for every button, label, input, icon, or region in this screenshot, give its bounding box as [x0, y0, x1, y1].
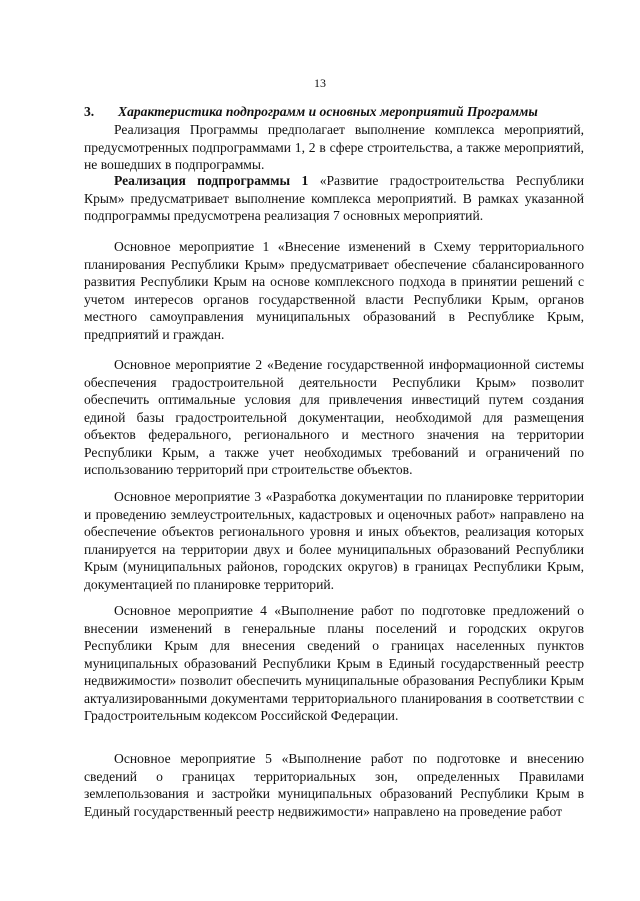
paragraph-text: Основное мероприятие 1 «Внесение изменений в Схему территориального планирования Республики Крым» предусматривает обеспечение сбалансированного развития Республики Крым на основе комплексного подхода в принятии решений с учетом интересов органов государственной власти Республики Крым, органов местного самоуправления муниципальных образований в Республике Крым, предприятий и граждан.: [84, 239, 584, 342]
paragraph-subprogram-1: [84, 172, 584, 225]
paragraph-text: Основное мероприятие 3 «Разработка документации по планировке территории и проведению землеустроительных, кадастровых и оценочных работ» направлено на обеспечение объектов регионального уровня и иных объектов, реализация которых планируется на территории двух и более муниципальных образований Республики Крым (муниципальных районов, городских округов) в границах Республики Крым, документацией по планировке территорий.: [84, 489, 584, 592]
paragraph-text: Реализация Программы предполагает выполнение комплекса мероприятий, предусмотренных подпрограммами 1, 2 в сфере строительства, а также мероприятий, не вошедших в подпрограммы.: [84, 122, 584, 172]
paragraph-main-activity-3: [84, 488, 584, 593]
paragraph-text: Основное мероприятие 5 «Выполнение работ по подготовке и внесению сведений о границах территориальных зон, определенных Правилами землепользования и застройки муниципальных образований Республики Крым в Единый государственный реестр недвижимости» направлено на проведение работ: [84, 751, 584, 819]
page-number: 13: [314, 76, 326, 90]
paragraph-main-activity-2: [84, 356, 584, 479]
paragraph-text: Основное мероприятие 4 «Выполнение работ по подготовке предложений о внесении изменений в генеральные планы поселений и городских округов Республики Крым для внесения сведений о границах населенных пунктов муниципальных образований Республики Крым в Единый государственный реестр недвижимости» позволит обеспечить муниципальные образования Республики Крым актуализированными документами территориального планирования в соответствии с Градостроительным кодексом Российской Федерации.: [84, 603, 584, 723]
paragraph-program-implementation: [84, 121, 584, 174]
section-number: 3.: [84, 104, 95, 119]
paragraph-main-activity-5: [84, 750, 584, 820]
paragraph-text: «Развитие градостроительства Республики Крым» предусматривает выполнение комплекса мероприятий. В рамках указанной подпрограммы предусмотрена реализация 7 основных мероприятий.: [84, 173, 585, 223]
section-heading: [84, 103, 584, 121]
paragraph-main-activity-1: [84, 238, 584, 343]
paragraph-text: Основное мероприятие 2 «Ведение государственной информационной системы обеспечения градостроительной деятельности Республики Крым» позволит обеспечить оптимальные условия для привлечения инвестиций путем создания единой базы градостроительной документации, необходимой для размещения объектов федерального, регионального и местного значения на территории Республики Крым, а также учет необходимых требований и ограничений по использованию территорий при строительстве объектов.: [84, 357, 584, 477]
paragraph-lead: Реализация подпрограммы 1: [114, 173, 309, 188]
section-title: Характеристика подпрограмм и основных мероприятий Программы: [118, 104, 538, 119]
paragraph-main-activity-4: [84, 602, 584, 725]
